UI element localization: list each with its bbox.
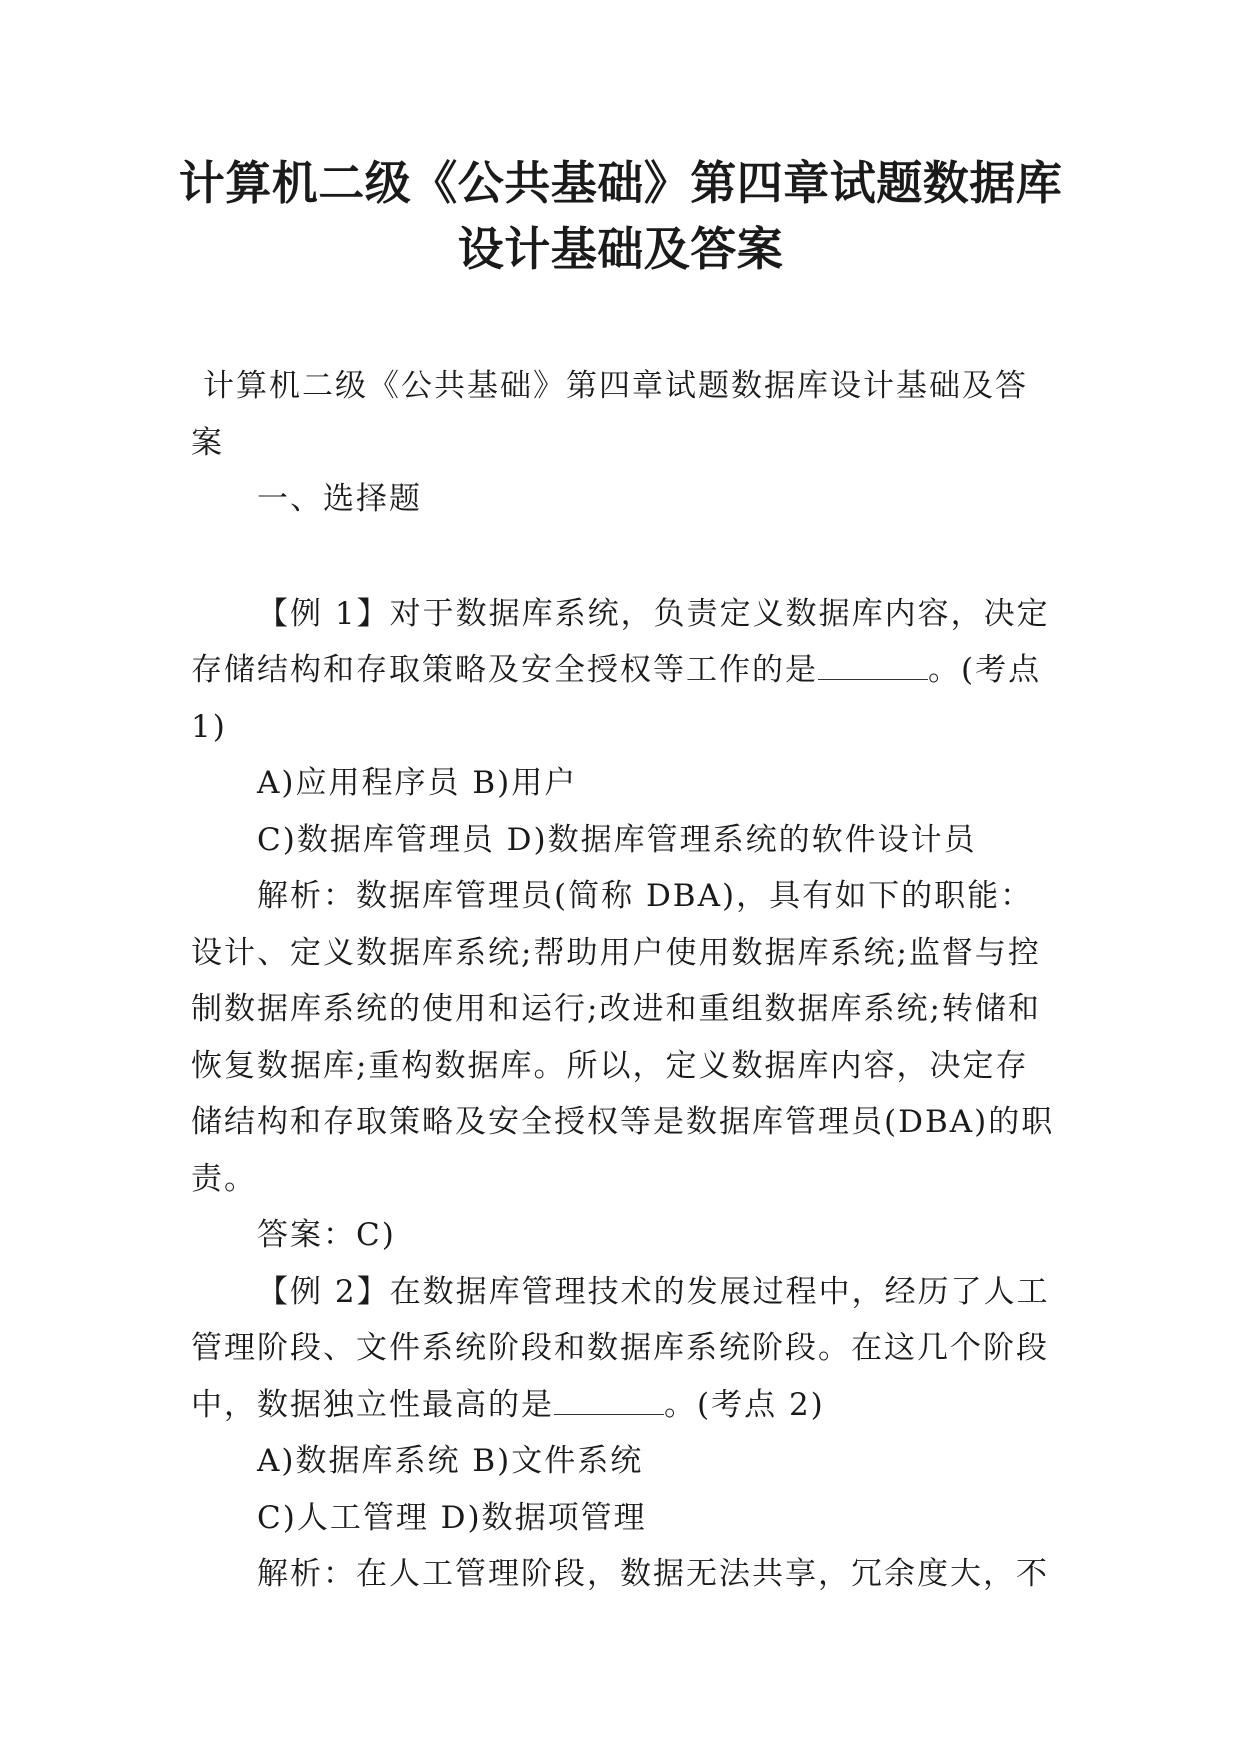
answer-blank	[554, 1386, 664, 1415]
document-body	[191, 358, 1057, 1603]
example-2-question	[191, 1264, 1057, 1434]
example-2-options-ab: A)数据库系统 B)文件系统	[257, 1443, 644, 1479]
section-heading: 一、选择题	[257, 481, 422, 517]
example-1-options-cd: C)数据库管理员 D)数据库管理系统的软件设计员	[257, 821, 977, 858]
example-1-question	[191, 586, 1057, 756]
title-line-1: 计算机二级《公共基础》第四章试题数据库	[178, 156, 1063, 210]
document-title	[150, 150, 1091, 282]
example-2-prompt: 【例 2】在数据库管理技术的发展过程中，经历了人工管理阶段、文件系统阶段和数据库系统阶段。在这几个阶段中，数据独立性最高的是	[191, 1273, 1050, 1423]
example-1-analysis: 解析：数据库管理员(简称 DBA)，具有如下的职能：设计、定义数据库系统;帮助用户使用数据库系统;监督与控制数据库系统的使用和运行;改进和重组数据库系统;转储和恢复数据库;重构数据库。所以，定义数据库内容，决定存储结构和存取策略及安全授权等是数据库管理员(DBA)的职责。	[191, 878, 1055, 1197]
example-1-answer: 答案：C)	[257, 1217, 396, 1253]
example-2-topic: 。(考点 2)	[664, 1386, 825, 1423]
example-2-analysis: 解析：在人工管理阶段，数据无法共享，冗余度大，不	[257, 1556, 1049, 1592]
example-1-options-ab: A)应用程序员 B)用户	[257, 765, 578, 801]
example-1-topic: 。(考点 1)	[191, 652, 1042, 745]
answer-blank	[818, 651, 928, 680]
title-line-2: 设计基础及答案	[457, 222, 784, 276]
example-2-options-cd: C)人工管理 D)数据项管理	[257, 1499, 647, 1536]
intro-paragraph: 计算机二级《公共基础》第四章试题数据库设计基础及答案	[191, 368, 1028, 461]
example-1-prompt: 【例 1】对于数据库系统，负责定义数据库内容，决定存储结构和存取策略及安全授权等工作的是	[191, 595, 1050, 688]
